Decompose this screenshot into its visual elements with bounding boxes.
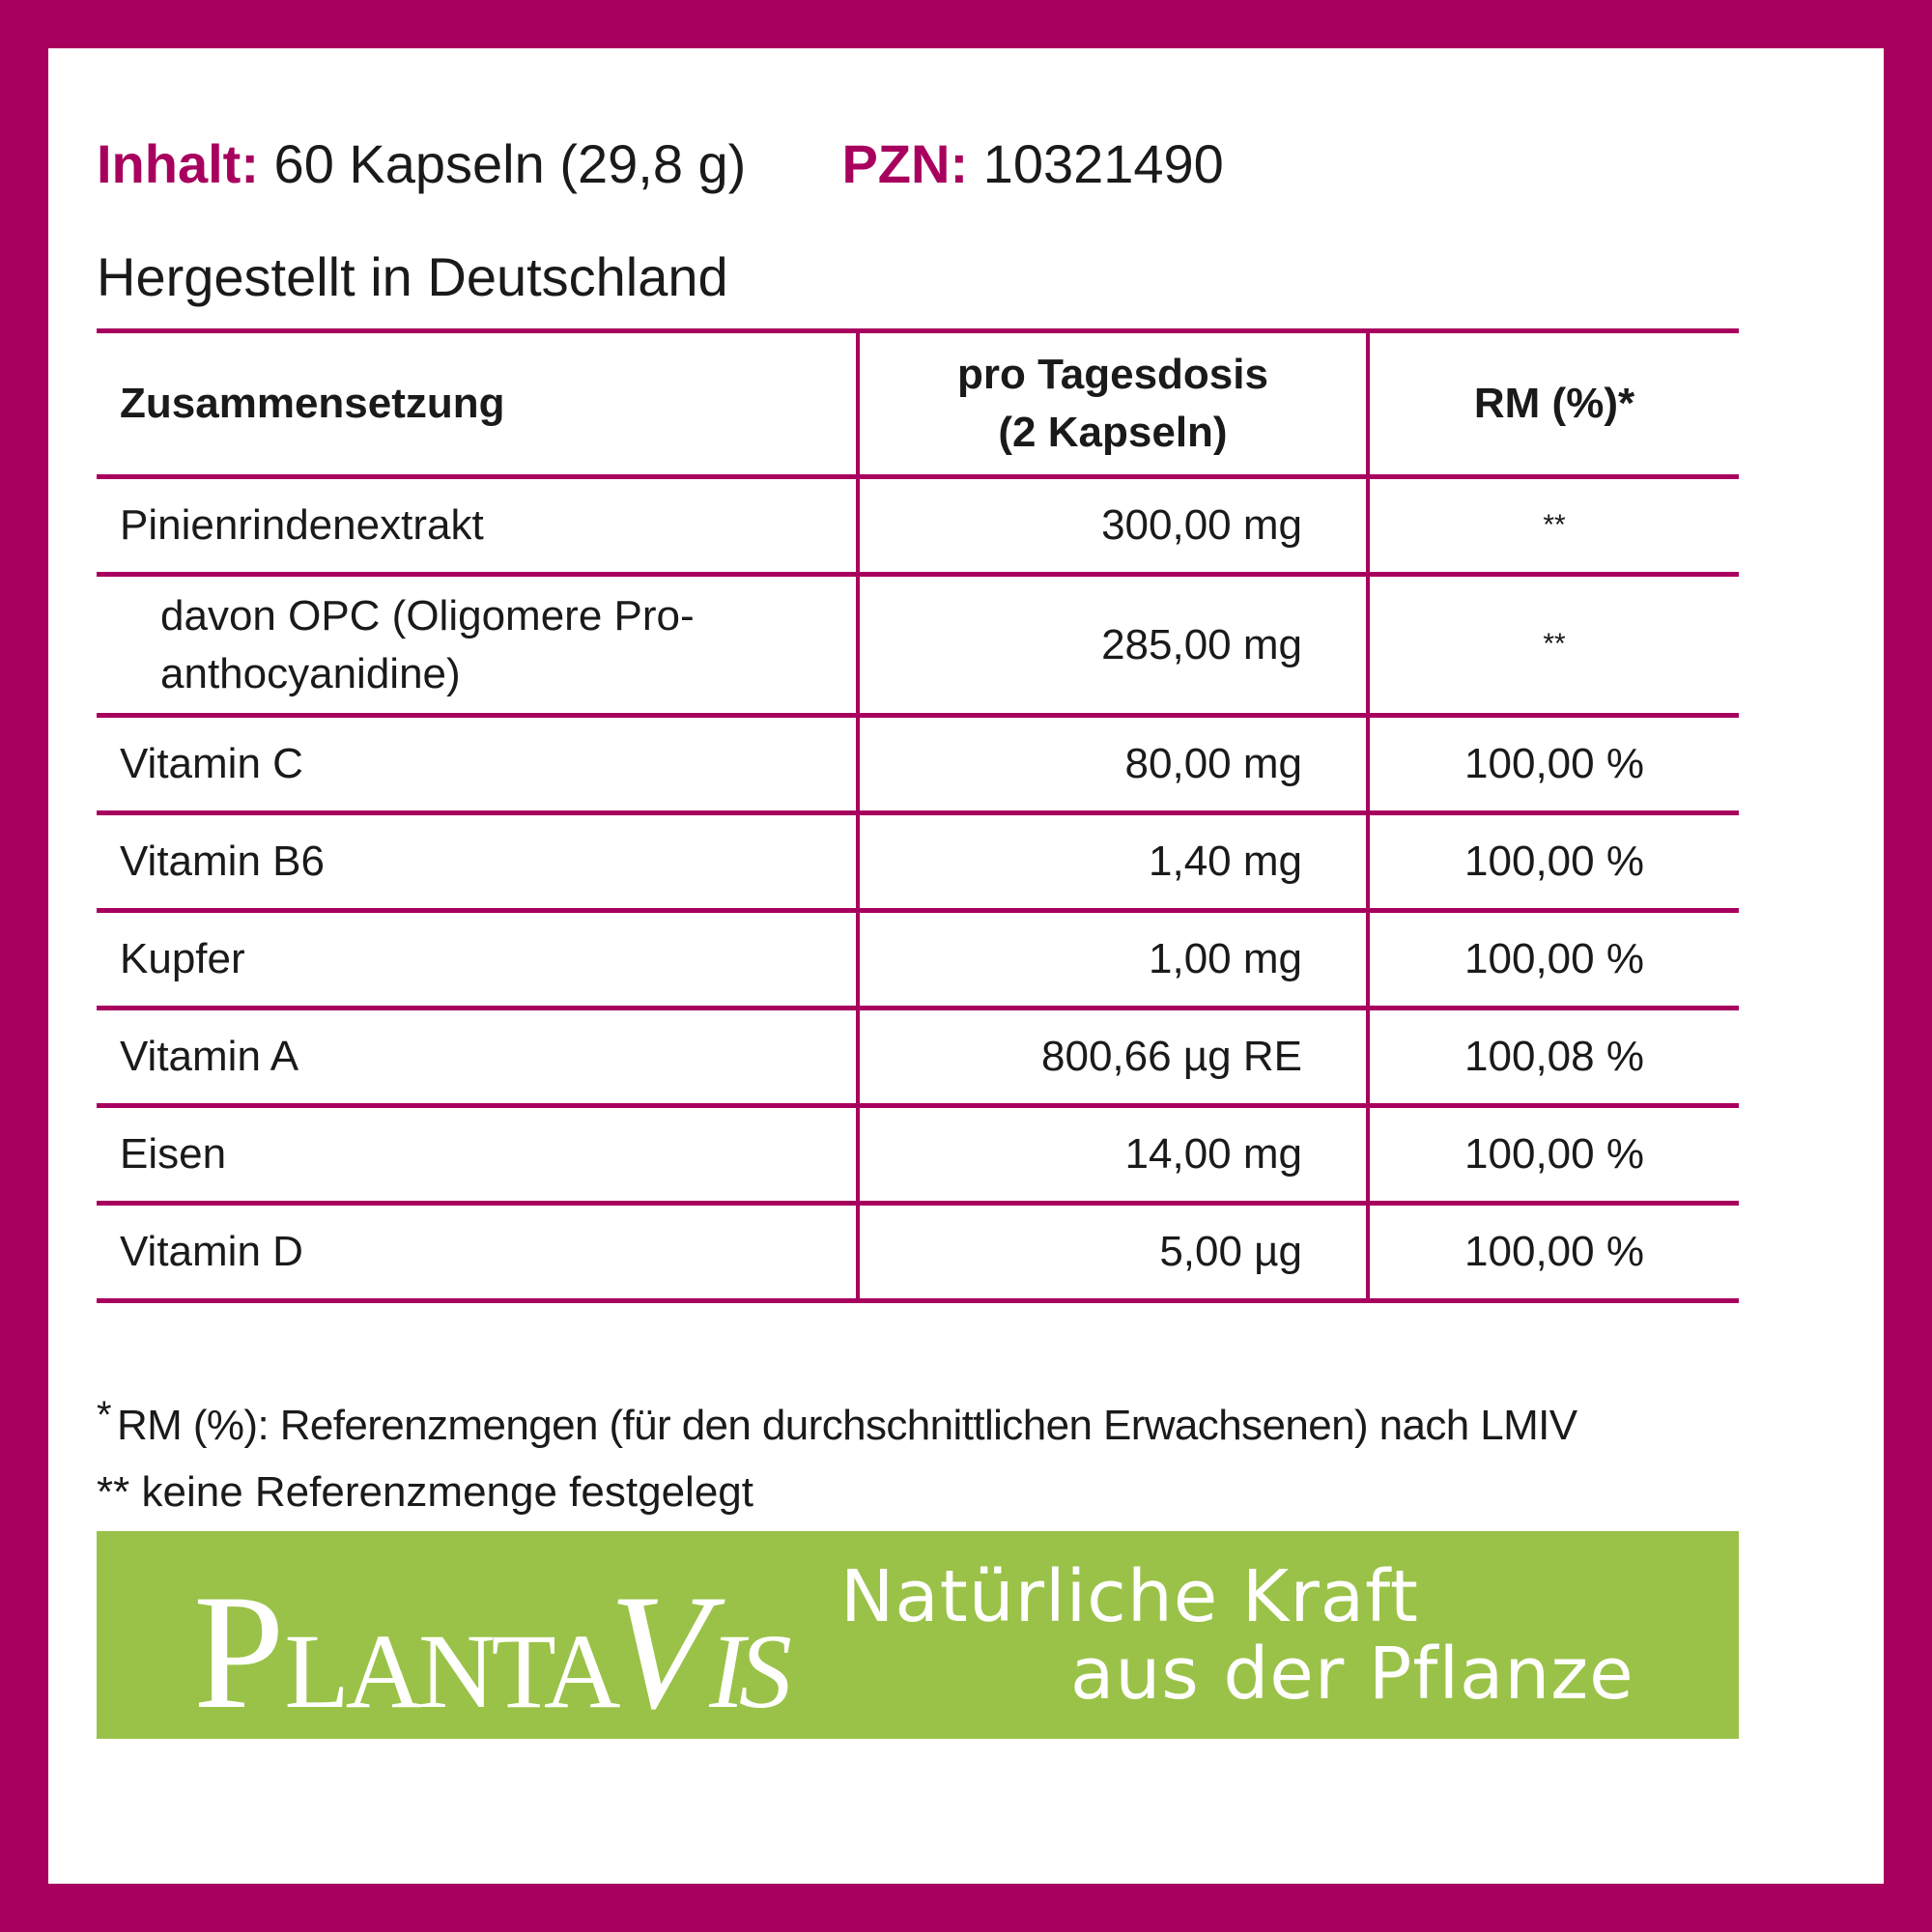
footnote-reference-amounts bbox=[97, 1388, 1577, 1453]
plantavis-logo: PLANTAVIS bbox=[193, 1561, 786, 1743]
table-row bbox=[97, 1009, 1739, 1106]
nutrient-name-line2: anthocyanidine) bbox=[160, 649, 461, 697]
nutrient-name: Vitamin B6 bbox=[97, 813, 858, 911]
slogan-line2: aus der Pflanze bbox=[1070, 1633, 1634, 1716]
nutrient-dose: 1,00 mg bbox=[858, 911, 1368, 1009]
header-dose-line1: pro Tagesdosis bbox=[957, 351, 1268, 398]
footnote-no-reference: ** keine Referenzmenge festgelegt bbox=[97, 1468, 753, 1516]
footnote-mark: * bbox=[97, 1394, 111, 1436]
nutrient-rm bbox=[1368, 477, 1739, 575]
table-row bbox=[97, 911, 1739, 1009]
header-rm: RM (%)* bbox=[1368, 331, 1739, 477]
nutrient-name: Vitamin D bbox=[97, 1204, 858, 1301]
footnote-text: RM (%): Referenzmengen (für den durchschnittlichen Erwachsenen) nach LMIV bbox=[116, 1402, 1577, 1449]
origin-text: Hergestellt in Deutschland bbox=[97, 246, 728, 307]
nutrient-rm: 100,00 % bbox=[1368, 1106, 1739, 1204]
rm-stars: ** bbox=[1543, 508, 1566, 541]
nutrient-rm: 100,00 % bbox=[1368, 813, 1739, 911]
content-info bbox=[97, 130, 1224, 198]
slogan-line1: Natürliche Kraft bbox=[840, 1555, 1419, 1638]
header-daily-dose bbox=[858, 331, 1368, 477]
nutrient-rm bbox=[1368, 575, 1739, 716]
brand-banner bbox=[97, 1531, 1739, 1743]
nutrient-rm: 100,00 % bbox=[1368, 716, 1739, 813]
content-label: Inhalt: bbox=[97, 133, 259, 194]
nutrient-name: Vitamin C bbox=[97, 716, 858, 813]
pzn-label: PZN: bbox=[841, 133, 969, 194]
nutrient-dose: 80,00 mg bbox=[858, 716, 1368, 813]
table-row bbox=[97, 1204, 1739, 1301]
nutrient-name: Vitamin A bbox=[97, 1009, 858, 1106]
nutrient-dose: 5,00 µg bbox=[858, 1204, 1368, 1301]
table-row bbox=[97, 1106, 1739, 1204]
nutrient-dose: 800,66 µg RE bbox=[858, 1009, 1368, 1106]
nutrient-rm: 100,00 % bbox=[1368, 911, 1739, 1009]
pzn-value: 10321490 bbox=[982, 133, 1224, 194]
nutrient-dose: 285,00 mg bbox=[858, 575, 1368, 716]
table-row bbox=[97, 477, 1739, 575]
header-dose-line2: (2 Kapseln) bbox=[998, 409, 1228, 456]
header-composition: Zusammensetzung bbox=[97, 331, 858, 477]
nutrient-dose: 300,00 mg bbox=[858, 477, 1368, 575]
table-row bbox=[97, 813, 1739, 911]
nutrient-name: Pinienrindenextrakt bbox=[97, 477, 858, 575]
nutrient-dose: 1,40 mg bbox=[858, 813, 1368, 911]
rm-stars: ** bbox=[1543, 628, 1566, 660]
nutrient-name-line1: davon OPC (Oligomere Pro- bbox=[160, 591, 695, 639]
nutrient-name: Kupfer bbox=[97, 911, 858, 1009]
table-row bbox=[97, 575, 1739, 716]
table-header-row bbox=[97, 331, 1739, 477]
nutrient-name: Eisen bbox=[97, 1106, 858, 1204]
nutrient-rm: 100,00 % bbox=[1368, 1204, 1739, 1301]
nutrient-dose: 14,00 mg bbox=[858, 1106, 1368, 1204]
nutrient-rm: 100,08 % bbox=[1368, 1009, 1739, 1106]
nutrition-table bbox=[97, 328, 1739, 1303]
nutrient-name bbox=[97, 575, 858, 716]
table-row bbox=[97, 716, 1739, 813]
content-value: 60 Kapseln (29,8 g) bbox=[273, 133, 747, 194]
